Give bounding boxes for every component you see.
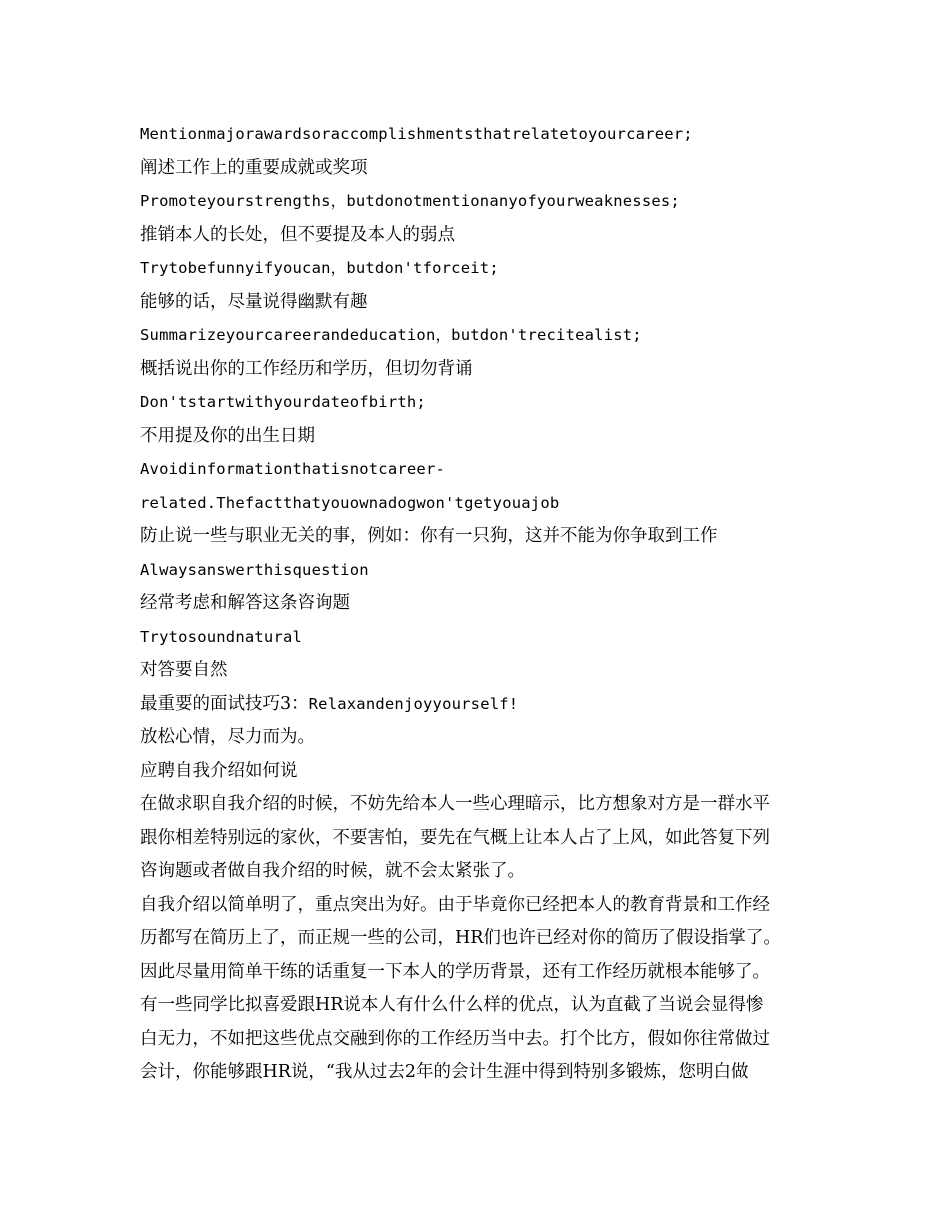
en-line-avoid-1: Avoidinformationthatisnotcareer-	[140, 460, 446, 478]
en-line-funny: Trytobefunnyifyoucan，butdon'tforceit;	[140, 259, 499, 277]
en-line-birth: Don'tstartwithyourdateofbirth;	[140, 393, 426, 411]
paragraph-line: 在做求职自我介绍的时候，不妨先给本人一些心理暗示，比方想象对方是一群水平	[140, 794, 770, 814]
paragraph-line: 白无力，不如把这些优点交融到你的工作经历当中去。打个比方，假如你往常做过	[140, 1028, 770, 1049]
paragraph-concise	[140, 889, 830, 990]
en-line-summarize: Summarizeyourcareerandeducation，butdon'trecitealist;	[140, 326, 642, 344]
zh-line-awards: 阐述工作上的重要成就或奖项	[140, 157, 368, 178]
tip-heading-zh: 放松心情，尽力而为。	[140, 727, 315, 747]
paragraph-line: 有一些同学比拟喜爱跟HR说本人有什么什么样的优点，认为直截了当说会显得惨	[140, 995, 764, 1015]
en-line-natural: Trytosoundnatural	[140, 627, 303, 646]
zh-line-summarize: 概括说出你的工作经历和学历，但切勿背诵	[140, 358, 473, 379]
tip-heading-en: Relaxandenjoyyourself!	[308, 694, 519, 713]
zh-line-avoid: 防止说一些与职业无关的事，例如：你有一只狗，这并不能为你争取到工作	[140, 526, 718, 546]
zh-line-birth: 不用提及你的出生日期	[140, 425, 315, 446]
document-body	[140, 118, 830, 1090]
en-line-answer: Alwaysanswerthisquestion	[140, 560, 369, 579]
paragraph-mindset	[140, 788, 830, 889]
en-line-strengths: Promoteyourstrengths，butdonotmentionanyofyourweaknesses;	[140, 192, 680, 210]
en-line-avoid-2: related.Thefactthatyouownadogwon'tgetyouajob	[140, 493, 560, 512]
zh-line-funny: 能够的话，尽量说得幽默有趣	[140, 291, 368, 312]
tip-heading	[140, 688, 830, 722]
section-title: 应聘自我介绍如何说	[140, 760, 298, 781]
zh-line-natural: 对答要自然	[140, 660, 228, 680]
paragraph-line: 自我介绍以简单明了，重点突出为好。由于毕竟你已经把本人的教育背景和工作经	[140, 894, 770, 915]
paragraph-strengths	[140, 989, 830, 1090]
paragraph-line: 因此尽量用简单干练的话重复一下本人的学历背景，还有工作经历就根本能够了。	[140, 961, 770, 982]
paragraph-line: 咨询题或者做自我介绍的时候，就不会太紧张了。	[140, 861, 525, 881]
paragraph-line: 跟你相差特别远的家伙，不要害怕，要先在气概上让本人占了上风，如此答复下列	[140, 827, 770, 848]
en-line-awards: Mentionmajorawardsoraccomplishmentsthatrelatetoyourcareer;	[140, 125, 693, 143]
paragraph-line: 历都写在简历上了，而正规一些的公司，HR们也许已经对你的简历了假设指掌了。	[140, 928, 781, 948]
tip-heading-prefix: 最重要的面试技巧3：	[140, 693, 309, 714]
paragraph-line: 会计，你能够跟HR说，“我从过去2年的会计生涯中得到特别多锻炼，您明白做	[140, 1062, 749, 1082]
zh-line-strengths: 推销本人的长处，但不要提及本人的弱点	[140, 224, 455, 245]
zh-line-answer: 经常考虑和解答这条咨询题	[140, 593, 350, 613]
